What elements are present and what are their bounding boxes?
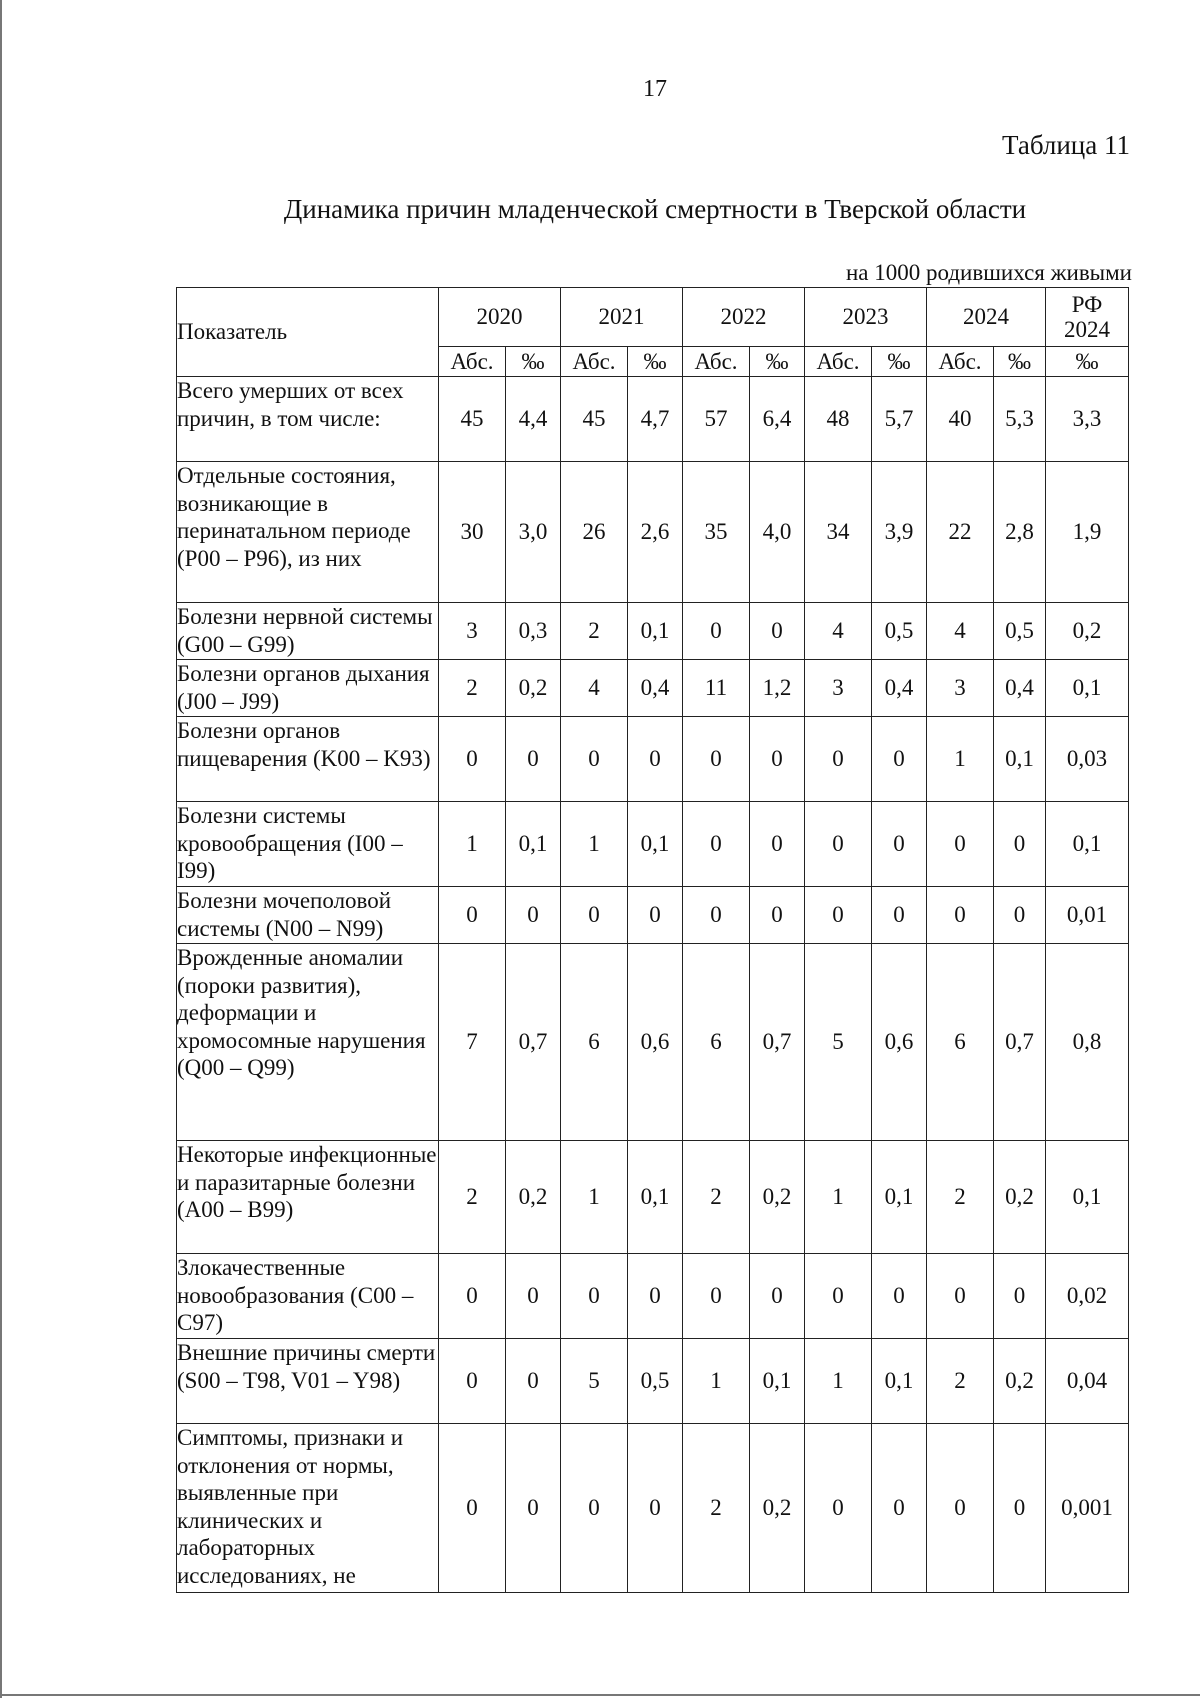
row-value-cell: 45 <box>561 377 628 462</box>
row-value-cell: 0,1 <box>1046 1141 1129 1254</box>
row-value-cell: 0,2 <box>750 1424 805 1593</box>
row-value-cell: 0 <box>927 802 994 887</box>
row-value-cell: 0 <box>805 1254 872 1339</box>
row-value-cell: 1 <box>683 1339 750 1424</box>
table-body <box>177 377 1129 1593</box>
row-value-cell: 26 <box>561 462 628 603</box>
abs-header: Абс. <box>561 347 628 377</box>
year-header-2023: 2023 <box>805 288 927 347</box>
row-value-cell: 2 <box>439 1141 506 1254</box>
row-value-cell: 6 <box>683 944 750 1141</box>
row-value-cell: 0,4 <box>628 660 683 717</box>
row-indicator-name: Отдельные состояния, возникающие в перинатальном периоде (P00 – P96), из них <box>177 462 439 603</box>
row-value-cell: 0 <box>683 887 750 944</box>
row-value-cell: 0,001 <box>1046 1424 1129 1593</box>
rf-permille-header: ‰ <box>1046 347 1129 377</box>
row-value-cell: 4 <box>927 603 994 660</box>
row-value-cell: 2 <box>683 1424 750 1593</box>
row-value-cell: 0 <box>439 1339 506 1424</box>
row-value-cell: 0 <box>994 1254 1046 1339</box>
abs-header: Абс. <box>927 347 994 377</box>
row-value-cell: 0 <box>805 717 872 802</box>
row-value-cell: 0 <box>628 887 683 944</box>
row-value-cell: 4,7 <box>628 377 683 462</box>
row-value-cell: 0 <box>805 802 872 887</box>
row-value-cell: 0 <box>506 887 561 944</box>
row-value-cell: 0,01 <box>1046 887 1129 944</box>
row-value-cell: 1 <box>805 1339 872 1424</box>
row-indicator-name: Внешние причины смерти (S00 – T98, V01 – Y98) <box>177 1339 439 1424</box>
row-value-cell: 0,7 <box>994 944 1046 1141</box>
row-value-cell: 2 <box>927 1339 994 1424</box>
row-value-cell: 0 <box>805 887 872 944</box>
row-value-cell: 0,8 <box>1046 944 1129 1141</box>
row-value-cell: 0 <box>683 1254 750 1339</box>
row-value-cell: 1,2 <box>750 660 805 717</box>
year-header-2024: 2024 <box>927 288 1046 347</box>
row-value-cell: 4 <box>561 660 628 717</box>
rf-label: РФ <box>1071 292 1103 317</box>
row-value-cell: 0 <box>750 887 805 944</box>
row-value-cell: 0 <box>506 1254 561 1339</box>
row-value-cell: 6,4 <box>750 377 805 462</box>
year-header-2022: 2022 <box>683 288 805 347</box>
row-value-cell: 0 <box>872 887 927 944</box>
row-value-cell: 40 <box>927 377 994 462</box>
row-value-cell: 34 <box>805 462 872 603</box>
document-title: Динамика причин младенческой смертности в Тверской области <box>283 194 1027 224</box>
row-value-cell: 0,2 <box>994 1141 1046 1254</box>
row-value-cell: 0,5 <box>994 603 1046 660</box>
units-note: на 1000 родившихся живыми <box>846 260 1132 285</box>
row-value-cell: 5,7 <box>872 377 927 462</box>
permille-header: ‰ <box>628 347 683 377</box>
row-value-cell: 3 <box>439 603 506 660</box>
row-value-cell: 0 <box>927 1254 994 1339</box>
mortality-table <box>176 287 1129 1593</box>
row-value-cell: 0,2 <box>750 1141 805 1254</box>
row-value-cell: 1 <box>561 1141 628 1254</box>
row-value-cell: 0,7 <box>506 944 561 1141</box>
table-row <box>177 603 1129 660</box>
row-indicator-name: Болезни органов пищеварения (K00 – K93) <box>177 717 439 802</box>
row-value-cell: 4 <box>805 603 872 660</box>
row-indicator-name: Болезни системы кровообращения (I00 – I99) <box>177 802 439 887</box>
abs-header: Абс. <box>439 347 506 377</box>
table-label: Таблица 11 <box>1002 130 1130 160</box>
row-value-cell: 3,3 <box>1046 377 1129 462</box>
row-value-cell: 6 <box>927 944 994 1141</box>
table-row <box>177 1141 1129 1254</box>
year-header-2021: 2021 <box>561 288 683 347</box>
row-value-cell: 0 <box>683 717 750 802</box>
row-value-cell: 4,0 <box>750 462 805 603</box>
row-value-cell: 0,1 <box>628 603 683 660</box>
row-value-cell: 0,1 <box>506 802 561 887</box>
row-value-cell: 2 <box>439 660 506 717</box>
row-value-cell: 1 <box>439 802 506 887</box>
permille-header: ‰ <box>994 347 1046 377</box>
row-value-cell: 0 <box>561 1424 628 1593</box>
row-value-cell: 57 <box>683 377 750 462</box>
row-value-cell: 0,1 <box>750 1339 805 1424</box>
row-value-cell: 0 <box>561 887 628 944</box>
row-value-cell: 0 <box>506 1339 561 1424</box>
row-value-cell: 0 <box>439 717 506 802</box>
row-value-cell: 0,5 <box>872 603 927 660</box>
row-indicator-name: Болезни нервной системы (G00 – G99) <box>177 603 439 660</box>
row-value-cell: 2 <box>927 1141 994 1254</box>
row-value-cell: 3,0 <box>506 462 561 603</box>
row-value-cell: 0 <box>683 603 750 660</box>
row-indicator-name: Всего умерших от всех причин, в том числе: <box>177 377 439 462</box>
row-value-cell: 0 <box>561 717 628 802</box>
row-value-cell: 0 <box>994 887 1046 944</box>
row-value-cell: 1 <box>561 802 628 887</box>
row-value-cell: 1 <box>805 1141 872 1254</box>
row-value-cell: 0,1 <box>1046 660 1129 717</box>
table-row <box>177 1254 1129 1339</box>
row-value-cell: 0,3 <box>506 603 561 660</box>
table-row <box>177 717 1129 802</box>
row-value-cell: 0 <box>872 717 927 802</box>
row-indicator-name: Некоторые инфекционные и паразитарные болезни (A00 – B99) <box>177 1141 439 1254</box>
row-value-cell: 2 <box>683 1141 750 1254</box>
row-value-cell: 0 <box>927 887 994 944</box>
row-value-cell: 35 <box>683 462 750 603</box>
row-indicator-name: Злокачественные новообразования (C00 – C97) <box>177 1254 439 1339</box>
row-value-cell: 0,4 <box>994 660 1046 717</box>
row-value-cell: 0,1 <box>872 1141 927 1254</box>
row-value-cell: 1,9 <box>1046 462 1129 603</box>
row-value-cell: 2,6 <box>628 462 683 603</box>
row-value-cell: 0 <box>872 1424 927 1593</box>
row-value-cell: 0 <box>439 1254 506 1339</box>
table-row <box>177 802 1129 887</box>
permille-header: ‰ <box>872 347 927 377</box>
scan-edge-left <box>0 0 2 1698</box>
row-value-cell: 5 <box>805 944 872 1141</box>
indicator-header: Показатель <box>177 288 439 377</box>
row-value-cell: 0,04 <box>1046 1339 1129 1424</box>
row-value-cell: 0 <box>750 1254 805 1339</box>
row-value-cell: 0,4 <box>872 660 927 717</box>
rf-year: 2024 <box>1064 317 1110 342</box>
row-indicator-name: Симптомы, признаки и отклонения от нормы, выявленные при клинических и лабораторных исследованиях, не <box>177 1424 439 1593</box>
row-indicator-name: Врожденные аномалии (пороки развития), деформации и хромосомные нарушения (Q00 – Q99) <box>177 944 439 1141</box>
row-value-cell: 2,8 <box>994 462 1046 603</box>
row-value-cell: 0 <box>750 717 805 802</box>
row-value-cell: 0 <box>506 717 561 802</box>
table-row <box>177 944 1129 1141</box>
row-value-cell: 0,03 <box>1046 717 1129 802</box>
row-value-cell: 3,9 <box>872 462 927 603</box>
row-value-cell: 0,02 <box>1046 1254 1129 1339</box>
table-row <box>177 1339 1129 1424</box>
row-value-cell: 0 <box>561 1254 628 1339</box>
abs-header: Абс. <box>683 347 750 377</box>
row-value-cell: 0 <box>683 802 750 887</box>
row-value-cell: 6 <box>561 944 628 1141</box>
row-value-cell: 45 <box>439 377 506 462</box>
row-value-cell: 0 <box>628 1254 683 1339</box>
row-value-cell: 5,3 <box>994 377 1046 462</box>
row-value-cell: 0 <box>927 1424 994 1593</box>
row-value-cell: 0 <box>628 1424 683 1593</box>
row-indicator-name: Болезни мочеполовой системы (N00 – N99) <box>177 887 439 944</box>
row-value-cell: 0 <box>506 1424 561 1593</box>
row-value-cell: 3 <box>927 660 994 717</box>
row-value-cell: 1 <box>927 717 994 802</box>
row-value-cell: 0 <box>994 802 1046 887</box>
row-value-cell: 3 <box>805 660 872 717</box>
row-value-cell: 0,6 <box>628 944 683 1141</box>
table-row <box>177 377 1129 462</box>
scan-edge-bottom <box>0 1694 1200 1696</box>
year-header-2020: 2020 <box>439 288 561 347</box>
row-value-cell: 4,4 <box>506 377 561 462</box>
permille-header: ‰ <box>750 347 805 377</box>
row-value-cell: 0 <box>805 1424 872 1593</box>
row-value-cell: 5 <box>561 1339 628 1424</box>
table-row <box>177 1424 1129 1593</box>
table-row <box>177 462 1129 603</box>
row-value-cell: 0,2 <box>506 1141 561 1254</box>
row-value-cell: 22 <box>927 462 994 603</box>
row-value-cell: 0 <box>872 802 927 887</box>
row-value-cell: 30 <box>439 462 506 603</box>
row-value-cell: 0,2 <box>1046 603 1129 660</box>
row-value-cell: 0 <box>750 603 805 660</box>
row-value-cell: 2 <box>561 603 628 660</box>
row-value-cell: 0,7 <box>750 944 805 1141</box>
row-value-cell: 0 <box>872 1254 927 1339</box>
row-value-cell: 0 <box>750 802 805 887</box>
row-value-cell: 0,2 <box>506 660 561 717</box>
table-row <box>177 887 1129 944</box>
row-value-cell: 11 <box>683 660 750 717</box>
abs-header: Абс. <box>805 347 872 377</box>
row-value-cell: 0 <box>439 1424 506 1593</box>
row-value-cell: 0,1 <box>872 1339 927 1424</box>
row-value-cell: 0 <box>628 717 683 802</box>
row-value-cell: 0,1 <box>628 1141 683 1254</box>
rf-2024-header <box>1046 288 1129 347</box>
permille-header: ‰ <box>506 347 561 377</box>
row-value-cell: 0,1 <box>628 802 683 887</box>
row-indicator-name: Болезни органов дыхания (J00 – J99) <box>177 660 439 717</box>
row-value-cell: 0,6 <box>872 944 927 1141</box>
row-value-cell: 0 <box>994 1424 1046 1593</box>
page-number: 17 <box>643 76 667 102</box>
row-value-cell: 48 <box>805 377 872 462</box>
row-value-cell: 0,2 <box>994 1339 1046 1424</box>
row-value-cell: 0,5 <box>628 1339 683 1424</box>
row-value-cell: 0,1 <box>1046 802 1129 887</box>
row-value-cell: 0,1 <box>994 717 1046 802</box>
row-value-cell: 0 <box>439 887 506 944</box>
row-value-cell: 7 <box>439 944 506 1141</box>
table-row <box>177 660 1129 717</box>
